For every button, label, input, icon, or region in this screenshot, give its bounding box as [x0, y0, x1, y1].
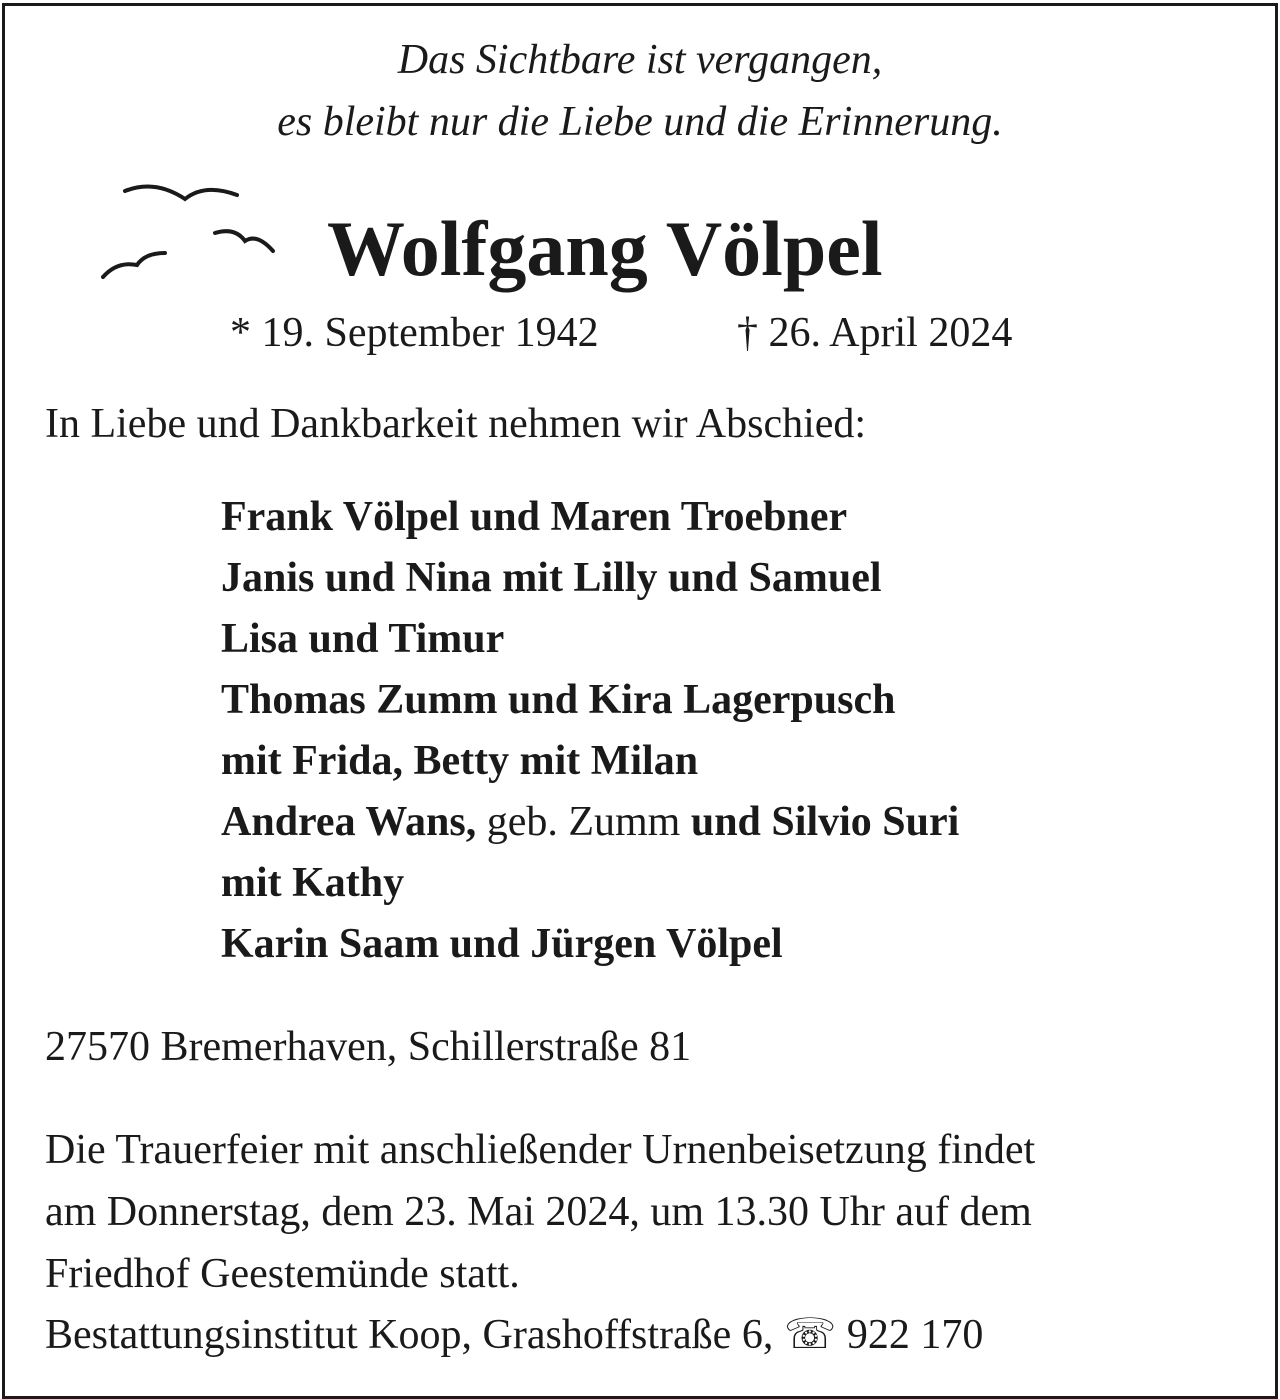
undertaker-address: Bestattungsinstitut Koop, Grashoffstraße 6, — [45, 1312, 774, 1358]
mourner-line-1: Frank Völpel und Maren Troebner — [221, 494, 848, 540]
motto-line-1: Das Sichtbare ist vergangen, — [397, 37, 883, 83]
ceremony-line-2: am Donnerstag, dem 23. Mai 2024, um 13.30 Uhr auf dem — [45, 1189, 1032, 1235]
undertaker-phone: 922 170 — [846, 1312, 984, 1358]
mourner-line-3: Lisa und Timur — [221, 616, 505, 662]
ceremony-line-3: Friedhof Geestemünde statt. — [45, 1251, 520, 1297]
mourner-name-andrea: Andrea Wans, — [221, 799, 477, 845]
obituary-notice — [2, 3, 1278, 1399]
death-date: † 26. April 2024 — [737, 310, 1013, 356]
phone-icon: ☏ — [783, 1312, 837, 1358]
mourner-name-silvio: und Silvio Suri — [690, 799, 960, 845]
mourner-line-4: Thomas Zumm und Kira Lagerpusch — [221, 677, 896, 723]
undertaker-line — [45, 1309, 983, 1359]
ceremony-line-1: Die Trauerfeier mit anschließender Urnenbeisetzung findet — [45, 1127, 1036, 1173]
mourner-line-5: mit Frida, Betty mit Milan — [221, 738, 699, 784]
mourner-line-8: Karin Saam und Jürgen Völpel — [221, 921, 783, 967]
motto-line-2: es bleibt nur die Liebe und die Erinnerung. — [277, 99, 1003, 145]
farewell-intro: In Liebe und Dankbarkeit nehmen wir Abschied: — [45, 401, 867, 447]
birth-date: * 19. September 1942 — [230, 310, 599, 356]
birds-icon — [95, 181, 285, 291]
mourner-line-7: mit Kathy — [221, 860, 405, 906]
maiden-name: geb. Zumm — [486, 799, 681, 845]
mourner-line-6 — [221, 798, 959, 846]
mourner-line-2: Janis und Nina mit Lilly und Samuel — [221, 555, 882, 601]
deceased-name: Wolfgang Völpel — [327, 205, 883, 292]
family-address: 27570 Bremerhaven, Schillerstraße 81 — [45, 1024, 692, 1070]
